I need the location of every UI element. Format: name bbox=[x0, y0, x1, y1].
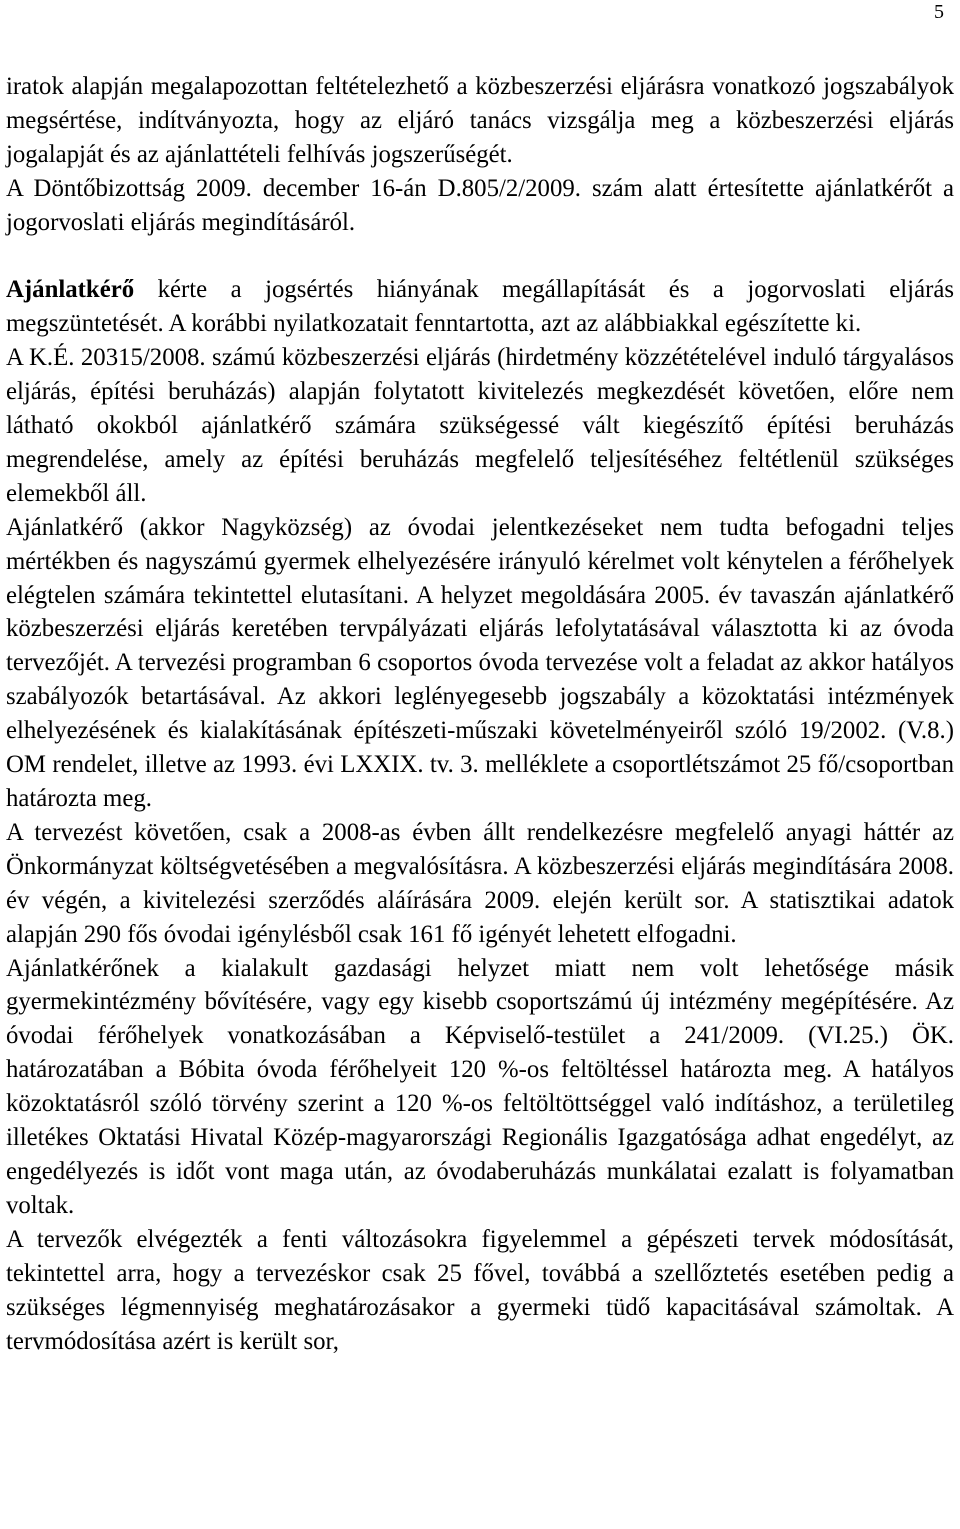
paragraph-6: A tervezést követően, csak a 2008-as évben állt rendelkezésre megfelelő anyagi háttér az Önkormányzat költségvetésében a megvalósításra. A közbeszerzési eljárás megindítására 2008. év végén, a kivitelezési szerződés aláírására 2009. elején került sor. A statisztikai adatok alapján 290 fős óvodai igénylésből csak 161 fő igényét lehetett elfogadni. bbox=[6, 818, 954, 948]
paragraph-4: A K.É. 20315/2008. számú közbeszerzési eljárás (hirdetmény közzétételével induló tárgyalásos eljárás, építési beruházás) alapján folytatott kivitelezés megkezdését követően, előre nem látható okokból ajánlatkérő számára szükségessé vált kiegészítő építési beruházás megrendelése, amely az építési beruházás megfelelő teljesítéséhez feltétlenül szükséges elemekből áll. bbox=[6, 344, 954, 507]
page-number: 5 bbox=[934, 1, 944, 23]
document-body bbox=[6, 70, 954, 1358]
paragraph-3-text: kérte a jogsértés hiányának megállapítását és a jogorvoslati eljárás megszüntetését. A korábbi nyilatkozatait fenntartotta, azt az alábbiakkal egészítette ki. bbox=[6, 276, 954, 338]
paragraph-1: iratok alapján megalapozottan feltételezhető a közbeszerzési eljárásra vonatkozó jogszabályok megsértése, indítványozta, hogy az eljáró tanács vizsgálja meg a közbeszerzési eljárás jogalapját és az ajánlattételi felhívás jogszerűségét. bbox=[6, 73, 954, 168]
paragraph-5: Ajánlatkérő (akkor Nagyközség) az óvodai jelentkezéseket nem tudta befogadni teljes mértékben és nagyszámú gyermek elhelyezésére irányuló kérelmet volt kénytelen a férőhelyek elégtelen számára tekintettel elutasítani. A helyzet megoldására 2005. év tavaszán ajánlatkérő közbeszerzési eljárás keretében tervpályázati eljárás lefolytatásával választotta ki az óvoda tervezőjét. A tervezési programban 6 csoportos óvoda tervezése volt a feladat az akkor hatályos szabályozók betartásával. Az akkori leglényegesebb jogszabály a közoktatási intézmények elhelyezésének és kialakításának építészeti-műszaki követelményeiről szóló 19/2002. (V.8.) OM rendelet, illetve az 1993. évi LXXIX. tv. 3. melléklete a csoportlétszámot 25 fő/csoportban határozta meg. bbox=[6, 513, 954, 813]
paragraph-8: A tervezők elvégezték a fenti változásokra figyelemmel a gépészeti tervek módosítását, tekintettel arra, hogy a tervezéskor csak 25 fővel, továbbá a szellőztetés esetében pedig a szükséges légmennyiség meghatározásakor a gyermeki tüdő kapacitásával számoltak. A tervmódosítása azért is került sor, bbox=[6, 1225, 954, 1355]
paragraph-2: A Döntőbizottság 2009. december 16-án D.805/2/2009. szám alatt értesítette ajánlatkérőt a jogorvoslati eljárás megindításáról. bbox=[6, 174, 954, 236]
paragraph-3-bold-lead: Ajánlatkérő bbox=[6, 276, 135, 304]
paragraph-3 bbox=[6, 273, 954, 341]
paragraph-7: Ajánlatkérőnek a kialakult gazdasági helyzet miatt nem volt lehetősége másik gyermekintézmény bővítésére, vagy egy kisebb csoportszámú új intézmény megépítésére. Az óvodai férőhelyek vonatkozásában a Képviselő-testület a 241/2009. (VI.25.) ÖK. határozatában a Bóbita óvoda férőhelyeit 120 %-os feltöltéssel határozta meg. A hatályos közoktatásról szóló törvény szerint a 120 %-os feltöltöttséggel való indításhoz, a területileg illetékes Oktatási Hivatal Közép-magyarországi Regionális Igazgatósága adhat engedélyt, az engedélyezés is időt vont maga után, az óvodaberuházás munkálatai ezalatt is folyamatban voltak. bbox=[6, 954, 954, 1219]
